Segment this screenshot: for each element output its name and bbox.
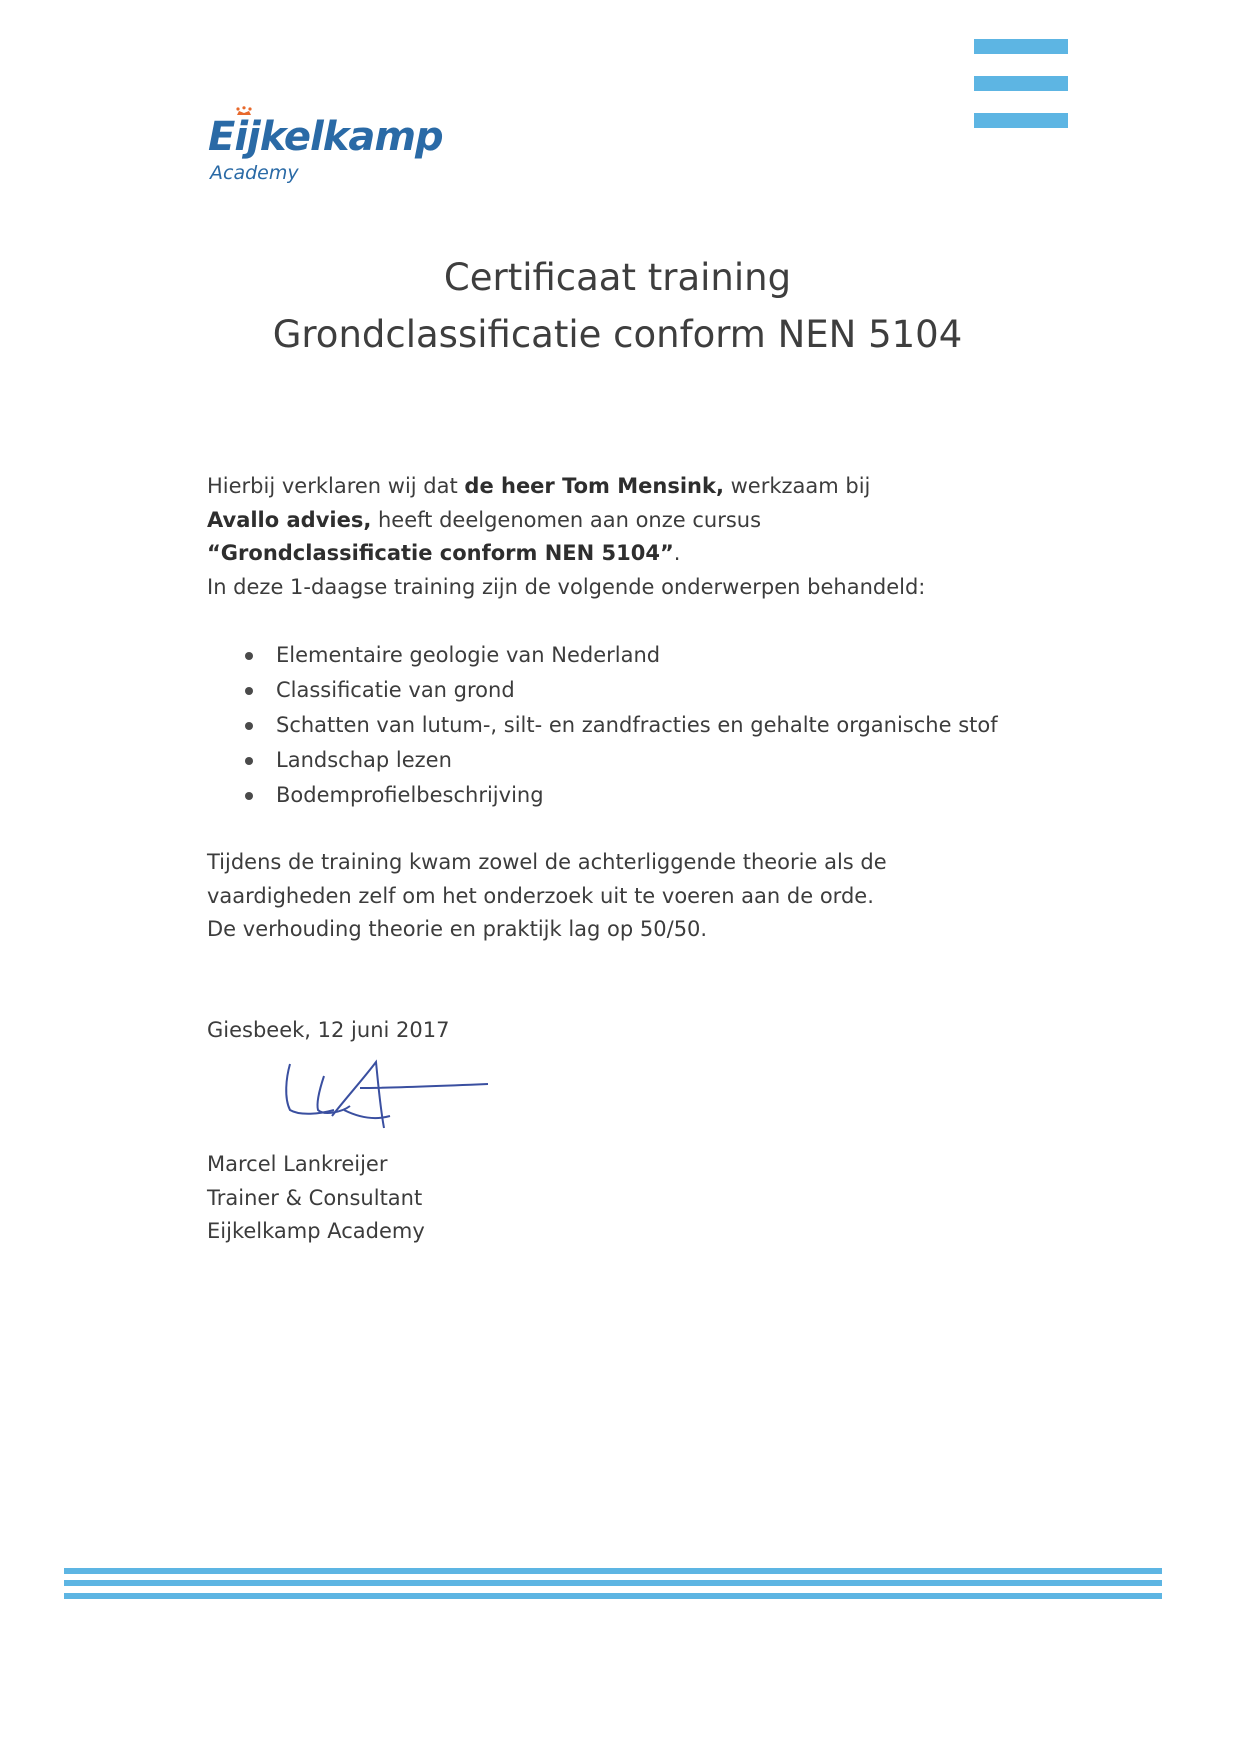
intro-text: heeft deelgenomen aan onze cursus bbox=[371, 507, 762, 532]
topics-list bbox=[207, 638, 998, 813]
intro-text: . bbox=[673, 541, 681, 565]
intro-paragraph bbox=[207, 470, 925, 604]
intro-text: Hierbij verklaren wij dat bbox=[207, 474, 465, 498]
bullet-icon bbox=[245, 757, 253, 765]
intro-line-1 bbox=[207, 470, 925, 504]
closing-line-3: De verhouding theorie en praktijk lag op 50/50. bbox=[207, 917, 708, 941]
signatory-organization: Eijkelkamp Academy bbox=[207, 1219, 425, 1243]
intro-line-2 bbox=[207, 504, 925, 538]
intro-text: werkzaam bij bbox=[723, 474, 871, 498]
closing-line-1: Tijdens de training kwam zowel de achterliggende theorie als de bbox=[207, 850, 887, 874]
topic-label: Classificatie van grond bbox=[276, 678, 515, 702]
bullet-icon bbox=[245, 652, 253, 660]
bullet-icon bbox=[245, 722, 253, 730]
place-date: Giesbeek, 12 juni 2017 bbox=[207, 1018, 450, 1042]
list-item bbox=[207, 708, 998, 743]
signatory-block bbox=[207, 1148, 425, 1249]
certificate-title: Certificaat training bbox=[443, 256, 792, 299]
signature-image bbox=[280, 1058, 492, 1142]
list-item bbox=[207, 673, 998, 708]
intro-line-3 bbox=[207, 537, 925, 571]
course-name: “Grondclassificatie conform NEN 5104” bbox=[207, 541, 674, 565]
closing-paragraph bbox=[207, 846, 887, 947]
bullet-icon bbox=[245, 687, 253, 695]
decorative-stripe-bottom-3 bbox=[64, 1593, 1162, 1599]
bullet-icon bbox=[245, 792, 253, 800]
decorative-stripe-top-2 bbox=[974, 76, 1068, 91]
decorative-stripe-top-3 bbox=[974, 113, 1068, 128]
eijkelkamp-academy-logo bbox=[208, 104, 448, 194]
signatory-role: Trainer & Consultant bbox=[207, 1185, 423, 1210]
decorative-stripe-bottom-1 bbox=[64, 1568, 1162, 1574]
list-item bbox=[207, 638, 998, 673]
logo-wordmark: Eijkelkamp bbox=[208, 114, 443, 160]
topic-label: Schatten van lutum-, silt- en zandfracties en gehalte organische stof bbox=[276, 713, 998, 737]
participant-name: de heer Tom Mensink, bbox=[464, 474, 724, 498]
list-item bbox=[207, 743, 998, 778]
closing-line-2: vaardigheden zelf om het onderzoek uit te voeren aan de orde. bbox=[207, 883, 874, 908]
course-title: Grondclassificatie conform NEN 5104 bbox=[272, 313, 963, 356]
list-item bbox=[207, 778, 998, 813]
topic-label: Landschap lezen bbox=[276, 748, 452, 772]
decorative-stripe-bottom-2 bbox=[64, 1580, 1162, 1586]
intro-line-4: In deze 1-daagse training zijn de volgende onderwerpen behandeld: bbox=[207, 574, 926, 599]
participant-company: Avallo advies, bbox=[207, 507, 372, 532]
decorative-stripe-top-1 bbox=[974, 39, 1068, 54]
topic-label: Bodemprofielbeschrijving bbox=[276, 783, 544, 807]
signatory-name: Marcel Lankreijer bbox=[207, 1152, 388, 1176]
logo-subtitle: Academy bbox=[210, 162, 299, 184]
topic-label: Elementaire geologie van Nederland bbox=[276, 643, 661, 667]
